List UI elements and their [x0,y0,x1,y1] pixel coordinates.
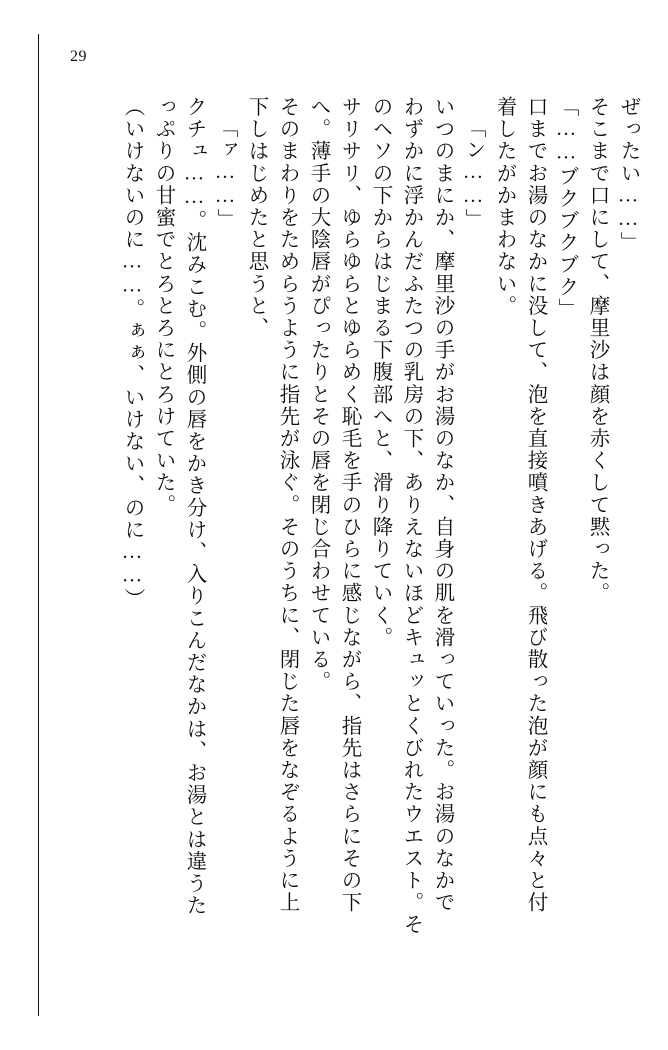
text-line: 「……ブクブクブク」 [555,96,577,320]
text-line: 「ン……」 [462,117,484,231]
text-line: 「ァ……」 [214,117,236,231]
text-line: 下しはじめたと思うと、 [245,96,267,340]
vertical-text-body [60,96,638,1006]
text-line: へ。薄手の大陰唇がぴったりとその唇を閉じ合わせている。 [307,96,329,693]
page-number: 29 [70,48,87,65]
text-line: わずかに浮かんだふたつの乳房の下、ありえないほどキュッとくびれたウエスト。そ [400,96,422,936]
text-line: 口までお湯のなかに没して、泡を直接噴きあげる。飛び散った泡が顔にも点々と付 [524,96,546,914]
text-line: クチュ……。沈みこむ。外側の唇をかき分け、入りこんだなかは、お湯とは違うた [183,96,205,917]
text-line: 着したがかまわない。 [493,96,515,317]
text-line: いつのまにか、摩里沙の手がお湯のなか、自身の肌を滑っていった。お湯のなかで [431,96,453,914]
gutter-rule [38,34,39,1016]
text-line: のヘソの下からはじまる下腹部へと、滑り降りていく。 [369,96,391,649]
text-line: ぜったい……」 [617,96,639,254]
text-line: （いけないのに……。ぁぁ、いけない、のに……） [121,96,143,611]
text-line: っぷりの甘蜜でとろとろにとろけていた。 [152,96,174,516]
text-line: そのまわりをためらうように指先が泳ぐ。そのうちに、閉じた唇をなぞるように上 [276,96,298,914]
text-line: サリサリ、ゆらゆらとゆらめく恥毛を手のひらに感じながら、指先はさらにその下 [338,96,360,914]
text-line: そこまで口にして、摩里沙は顔を赤くして黙った。 [586,96,608,605]
